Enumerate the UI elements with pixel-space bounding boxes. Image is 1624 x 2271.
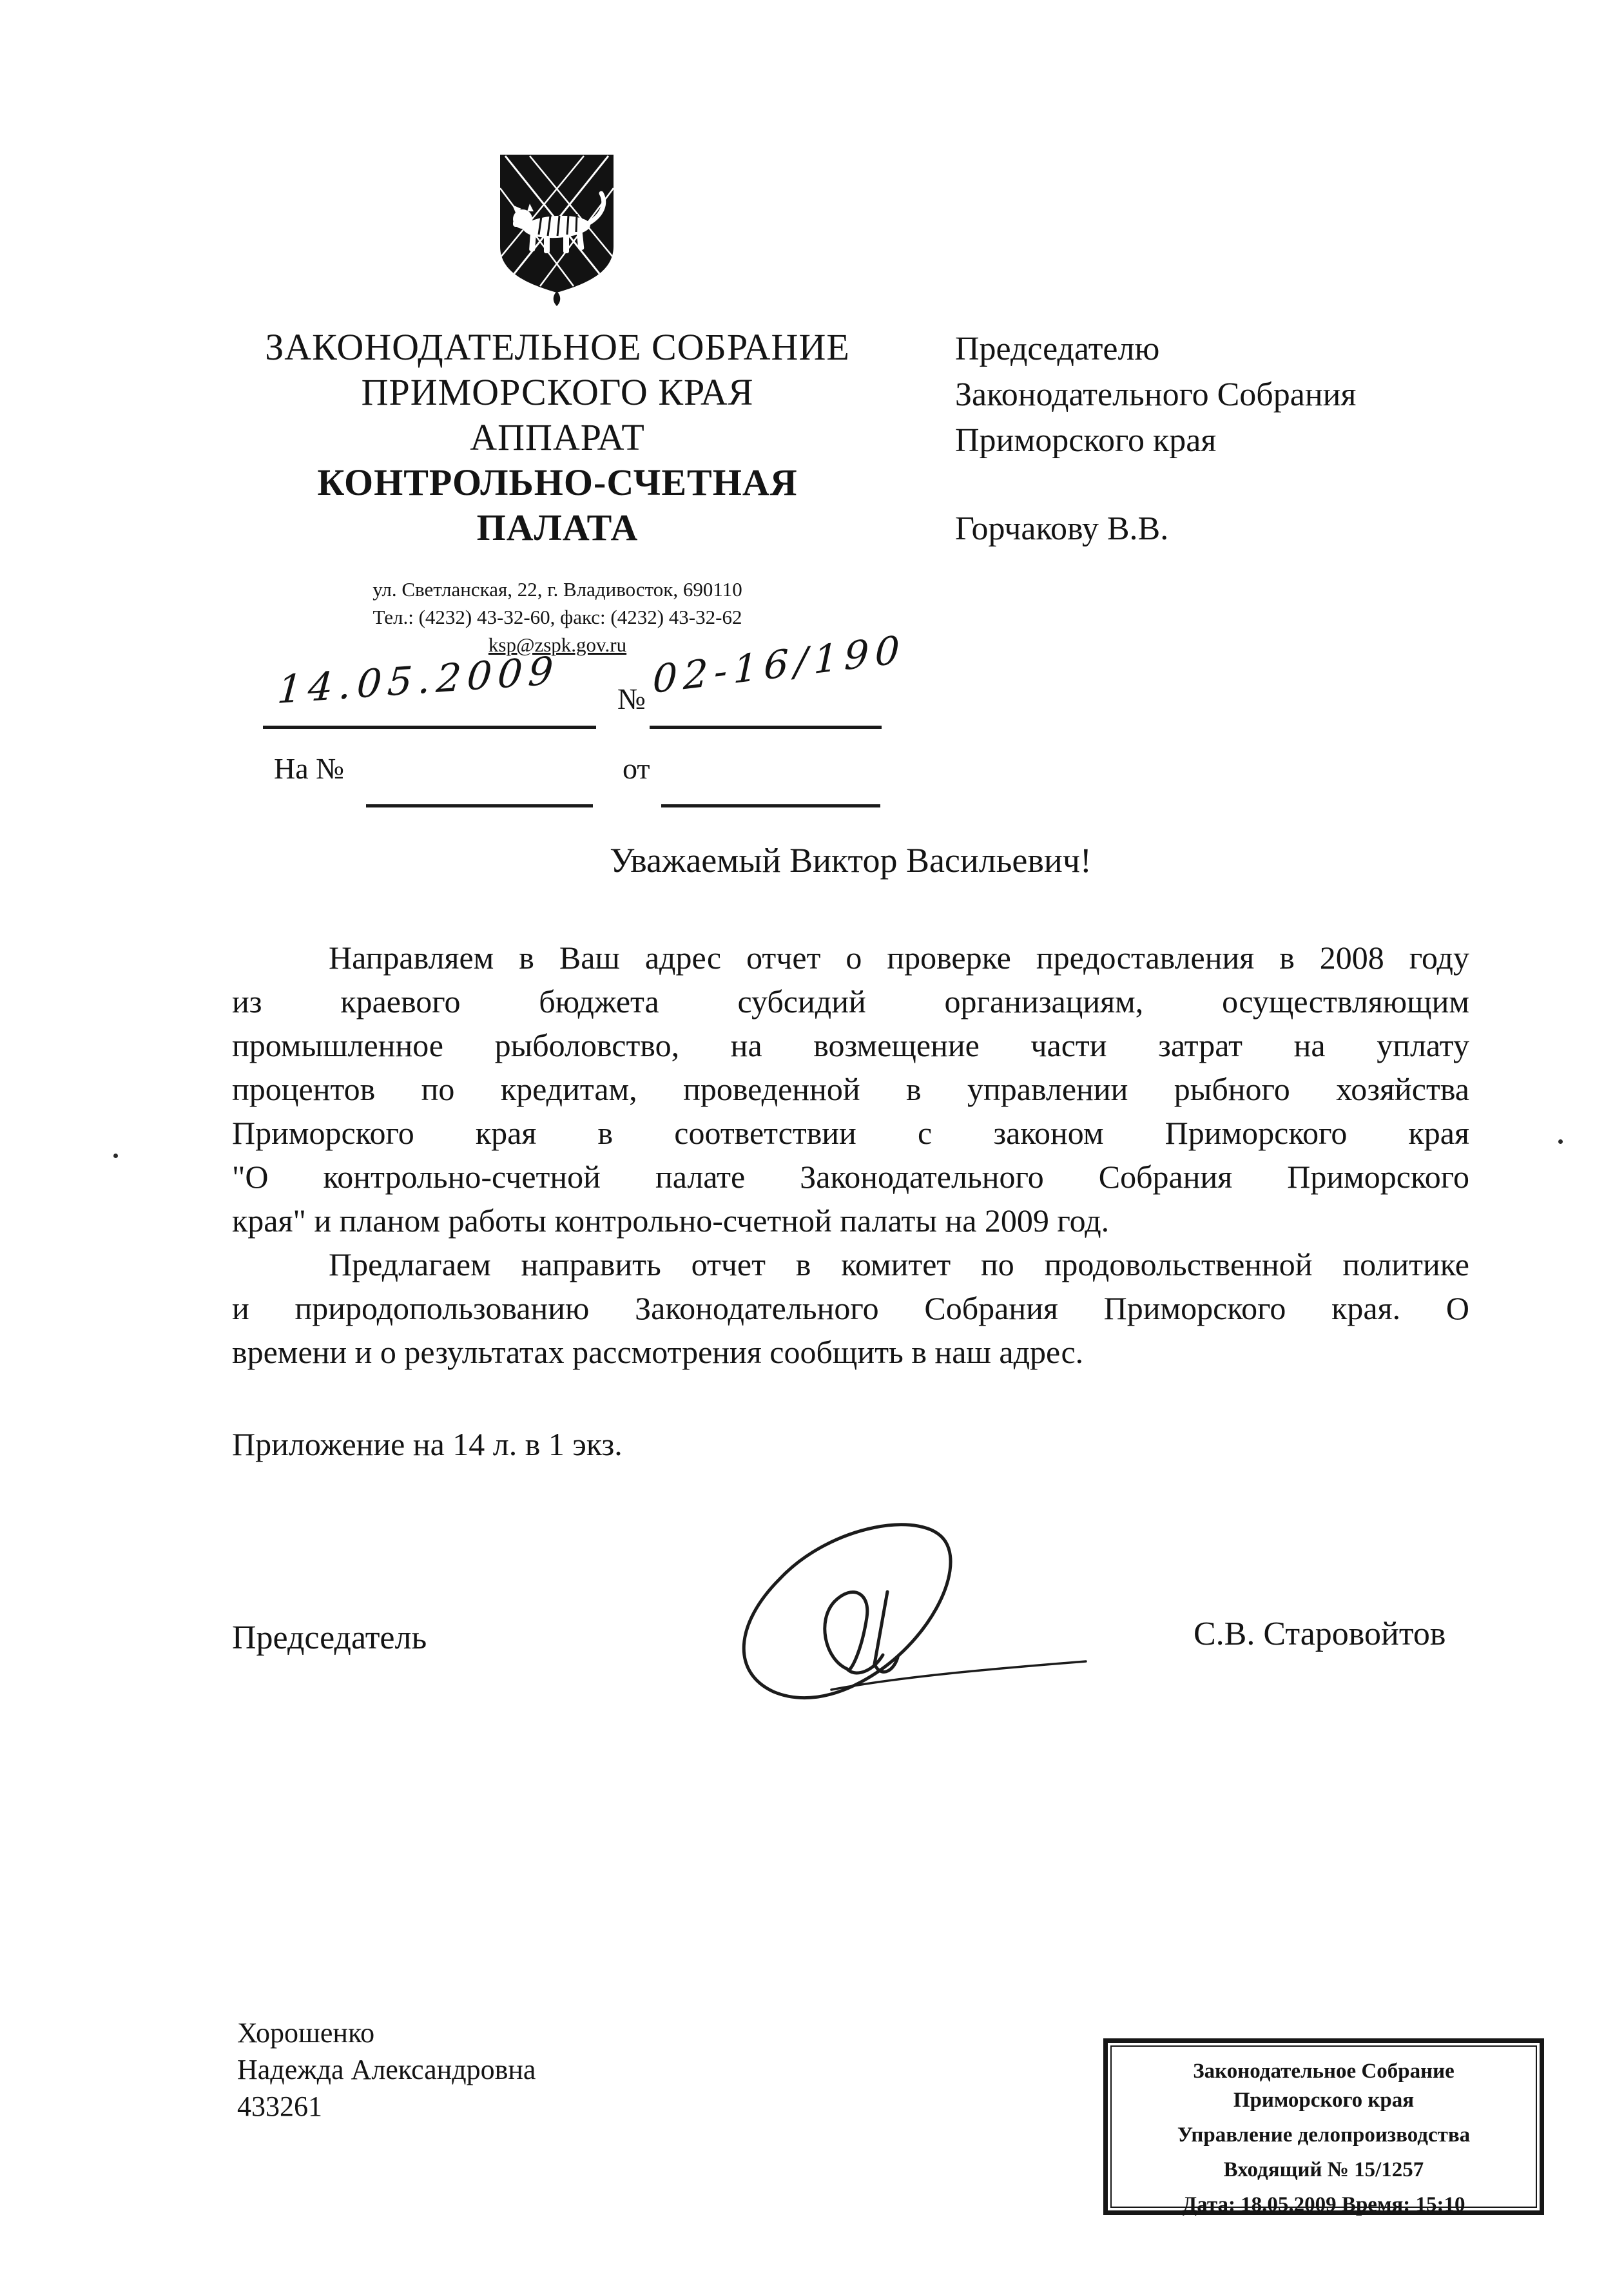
org-name-block [206, 325, 909, 550]
scan-speck [113, 1154, 118, 1158]
addressee-line: Законодательного Собрания [955, 376, 1357, 413]
salutation: Уважаемый Виктор Васильевич! [610, 841, 1092, 880]
date-underline [263, 726, 596, 729]
addressee-line: Приморского края [955, 422, 1217, 459]
reply-to-number-label: На № [274, 752, 345, 785]
org-name-line: ПАЛАТА [476, 507, 639, 548]
org-name-line: ЗАКОНОДАТЕЛЬНОЕ СОБРАНИЕ [265, 326, 850, 368]
body-line: Предлагаем направить отчет в комитет по продовольственной политике [329, 1246, 1469, 1282]
reply-number-underline [366, 804, 593, 807]
outgoing-number-handwritten: 02-16/190 [652, 627, 906, 702]
scan-speck [1558, 1139, 1563, 1144]
postal-address-line: ул. Светланская, 22, г. Владивосток, 690110 [372, 578, 742, 601]
body-line: Направляем в Ваш адрес отчет о проверке предоставления в 2008 году [329, 940, 1469, 976]
executor-info [237, 2015, 536, 2125]
stamp-line: Законодательное Собрание [1193, 2060, 1455, 2083]
stamp-line: Управление делопроизводства [1177, 2123, 1471, 2147]
number-underline [650, 726, 882, 729]
email-text: ksp@zspk.gov.ru [488, 633, 627, 656]
executor-surname: Хорошенко [237, 2017, 375, 2049]
letter-body [232, 936, 1469, 1374]
attachment-note: Приложение на 14 л. в 1 экз. [232, 1426, 623, 1462]
number-sign-label: № [617, 682, 646, 715]
executor-phone: 433261 [237, 2091, 322, 2122]
org-name-line: АППАРАТ [470, 416, 645, 458]
primorsky-krai-coat-of-arms-icon [491, 148, 623, 307]
body-line: промышленное рыболовство, на возмещение части затрат на уплату [232, 1027, 1469, 1063]
incoming-registration-stamp [1103, 2038, 1544, 2215]
body-line: процентов по кредитам, проведенной в управлении рыбного хозяйства [232, 1071, 1469, 1107]
body-line: Приморского края в соответствии с законом Приморского края [232, 1115, 1469, 1151]
executor-name: Надежда Александровна [237, 2054, 536, 2085]
body-line: "О контрольно-счетной палате Законодательного Собрания Приморского [232, 1159, 1469, 1195]
reply-from-label: от [623, 752, 650, 785]
stamp-text [1108, 2043, 1540, 2219]
outgoing-date-handwritten: 14.05.2009 [276, 648, 561, 713]
body-line: и природопользованию Законодательного Собрания Приморского края. О [232, 1290, 1469, 1326]
org-name-line: КОНТРОЛЬНО-СЧЕТНАЯ [317, 461, 798, 503]
body-line: из краевого бюджета субсидий организациям, осуществляющим [232, 983, 1469, 1020]
body-paragraph-2 [232, 1242, 1469, 1374]
stamp-line: Дата: 18.05.2009 Время: 15:10 [1182, 2193, 1465, 2216]
addressee-name: Горчакову В.В. [955, 510, 1169, 547]
stamp-line: Входящий № 15/1257 [1223, 2158, 1424, 2181]
reply-date-underline [661, 804, 880, 807]
signer-name: С.В. Старовойтов [1194, 1616, 1446, 1652]
org-name-line: ПРИМОРСКОГО КРАЯ [361, 371, 754, 413]
body-line: края" и планом работы контрольно-счетной палаты на 2009 год. [232, 1203, 1110, 1239]
signature-scribble-icon [641, 1514, 1112, 1708]
addressee-block [955, 326, 1356, 552]
phone-fax-line: Тел.: (4232) 43-32-60, факс: (4232) 43-32-62 [372, 606, 742, 628]
stamp-line: Приморского края [1233, 2089, 1415, 2112]
signer-title: Председатель [232, 1619, 427, 1656]
addressee-line: Председателю [955, 331, 1160, 367]
body-paragraph-1 [232, 936, 1469, 1242]
body-line: времени и о результатах рассмотрения сообщить в наш адрес. [232, 1334, 1084, 1370]
